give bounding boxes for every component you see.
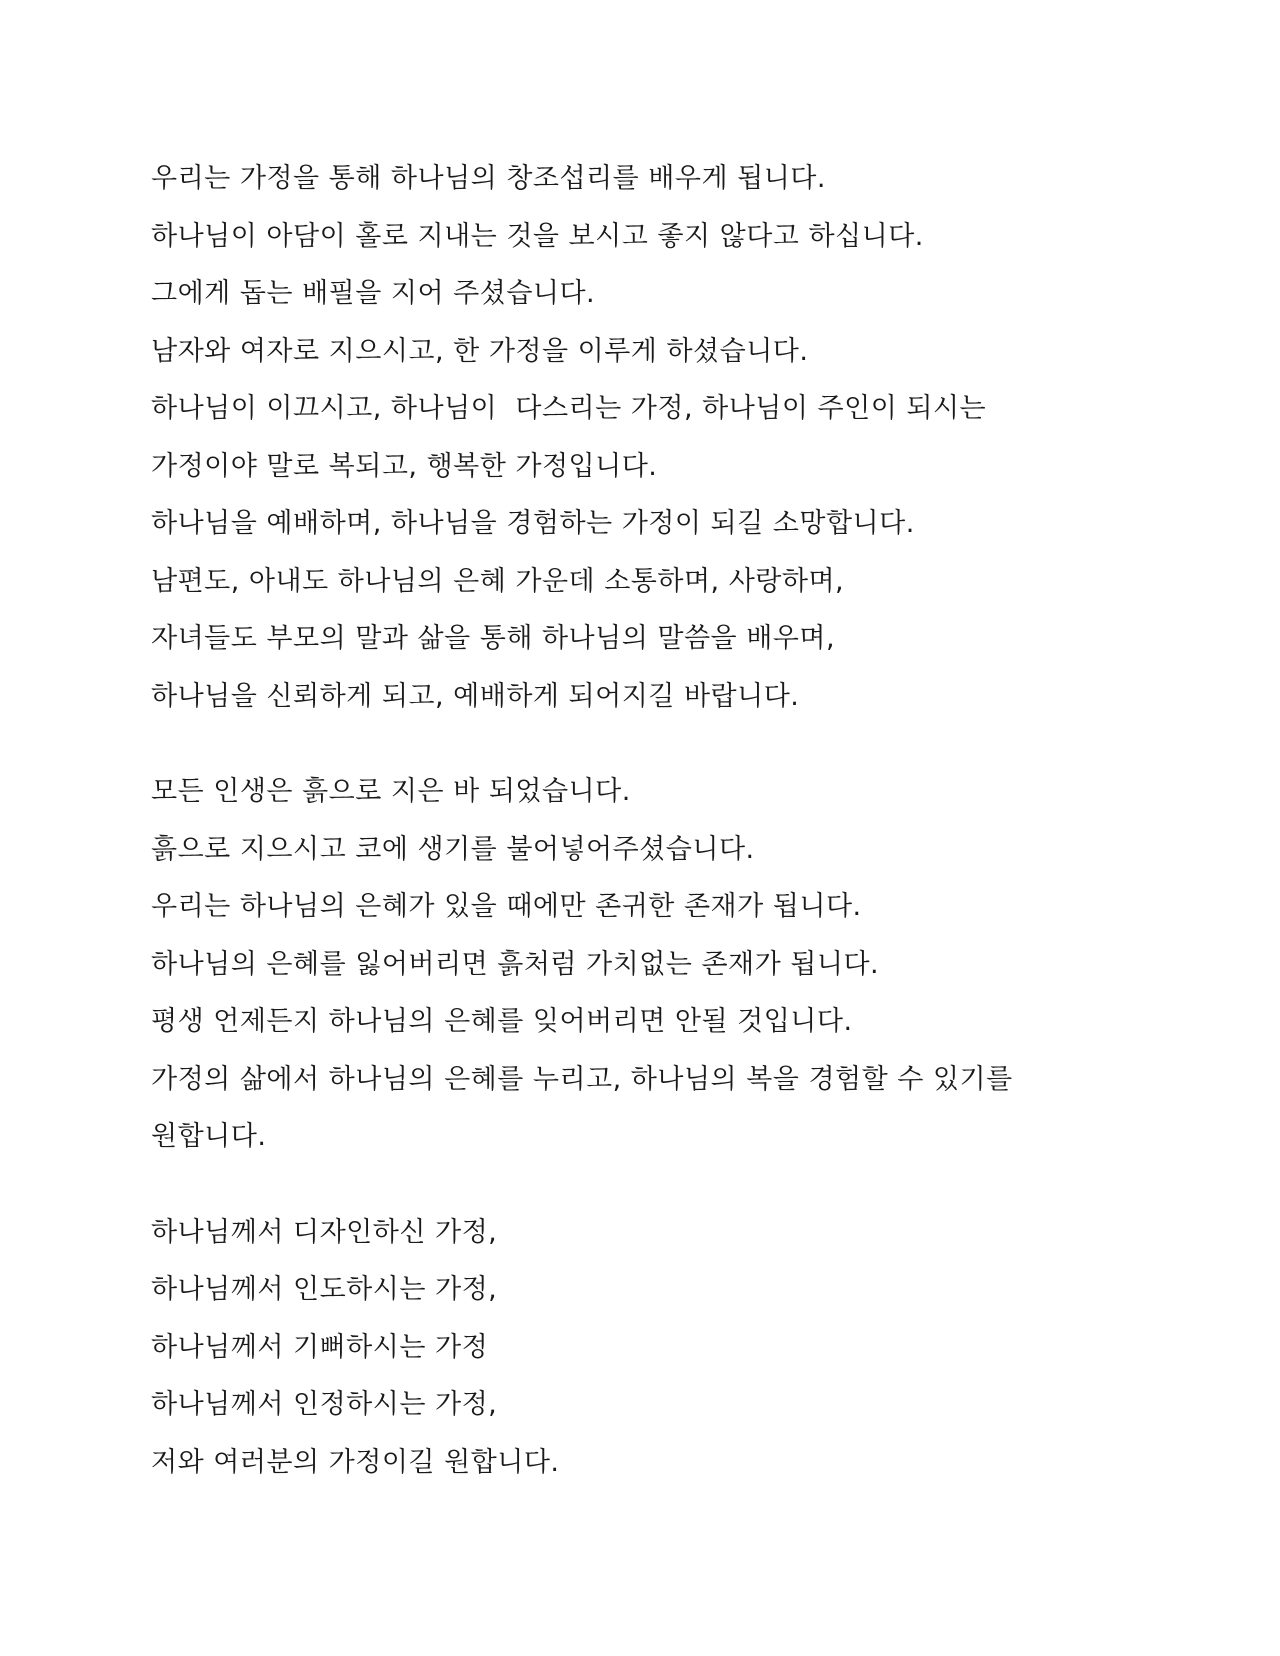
paragraph-gap — [151, 725, 1151, 763]
text-line: 그에게 돕는 배필을 지어 주셨습니다. — [151, 278, 596, 309]
text-line: 하나님이 아담이 홀로 지내는 것을 보시고 좋지 않다고 하십니다. — [151, 220, 924, 252]
text-line: 하나님을 예배하며, 하나님을 경험하는 가정이 되길 소망합니다. — [151, 508, 915, 539]
text-line: 자녀들도 부모의 말과 삶을 통해 하나님의 말씀을 배우며, — [151, 623, 836, 654]
text-line: 저와 여러분의 가정이길 원합니다. — [151, 1446, 560, 1478]
text-line: 남편도, 아내도 하나님의 은혜 가운데 소통하며, 사랑하며, — [151, 565, 845, 597]
text-line: 우리는 하나님의 은혜가 있을 때에만 존귀한 존재가 됩니다. — [151, 891, 862, 922]
paragraph-2 — [151, 763, 1151, 1166]
text-line: 우리는 가정을 통해 하나님의 창조섭리를 배우게 됩니다. — [151, 163, 826, 194]
text-line: 하나님께서 디자인하신 가정, — [151, 1216, 498, 1248]
text-line: 하나님께서 인도하시는 가정, — [151, 1274, 498, 1305]
text-line: 원합니다. — [151, 1121, 267, 1152]
text-line: 가정의 삶에서 하나님의 은혜를 누리고, 하나님의 복을 경험할 수 있기를 — [151, 1063, 1013, 1095]
text-line: 하나님의 은혜를 잃어버리면 흙처럼 가치없는 존재가 됩니다. — [151, 948, 880, 980]
text-line: 하나님을 신뢰하게 되고, 예배하게 되어지길 바랍니다. — [151, 680, 800, 712]
text-line: 하나님께서 기뻐하시는 가정 — [151, 1331, 489, 1363]
document-body — [151, 150, 1151, 1491]
text-line: 모든 인생은 흙으로 지은 바 되었습니다. — [151, 776, 631, 807]
text-line: 흙으로 지으시고 코에 생기를 불어넣어주셨습니다. — [151, 833, 755, 865]
text-line: 가정이야 말로 복되고, 행복한 가정입니다. — [151, 450, 658, 482]
text-line: 하나님께서 인정하시는 가정, — [151, 1389, 498, 1420]
paragraph-gap — [151, 1166, 1151, 1204]
text-line: 하나님이 이끄시고, 하나님이 다스리는 가정, 하나님이 주인이 되시는 — [151, 393, 987, 424]
paragraph-1 — [151, 150, 1151, 725]
text-line: 남자와 여자로 지으시고, 한 가정을 이루게 하셨습니다. — [151, 335, 809, 367]
text-line: 평생 언제든지 하나님의 은혜를 잊어버리면 안될 것입니다. — [151, 1006, 853, 1037]
paragraph-3 — [151, 1204, 1151, 1492]
